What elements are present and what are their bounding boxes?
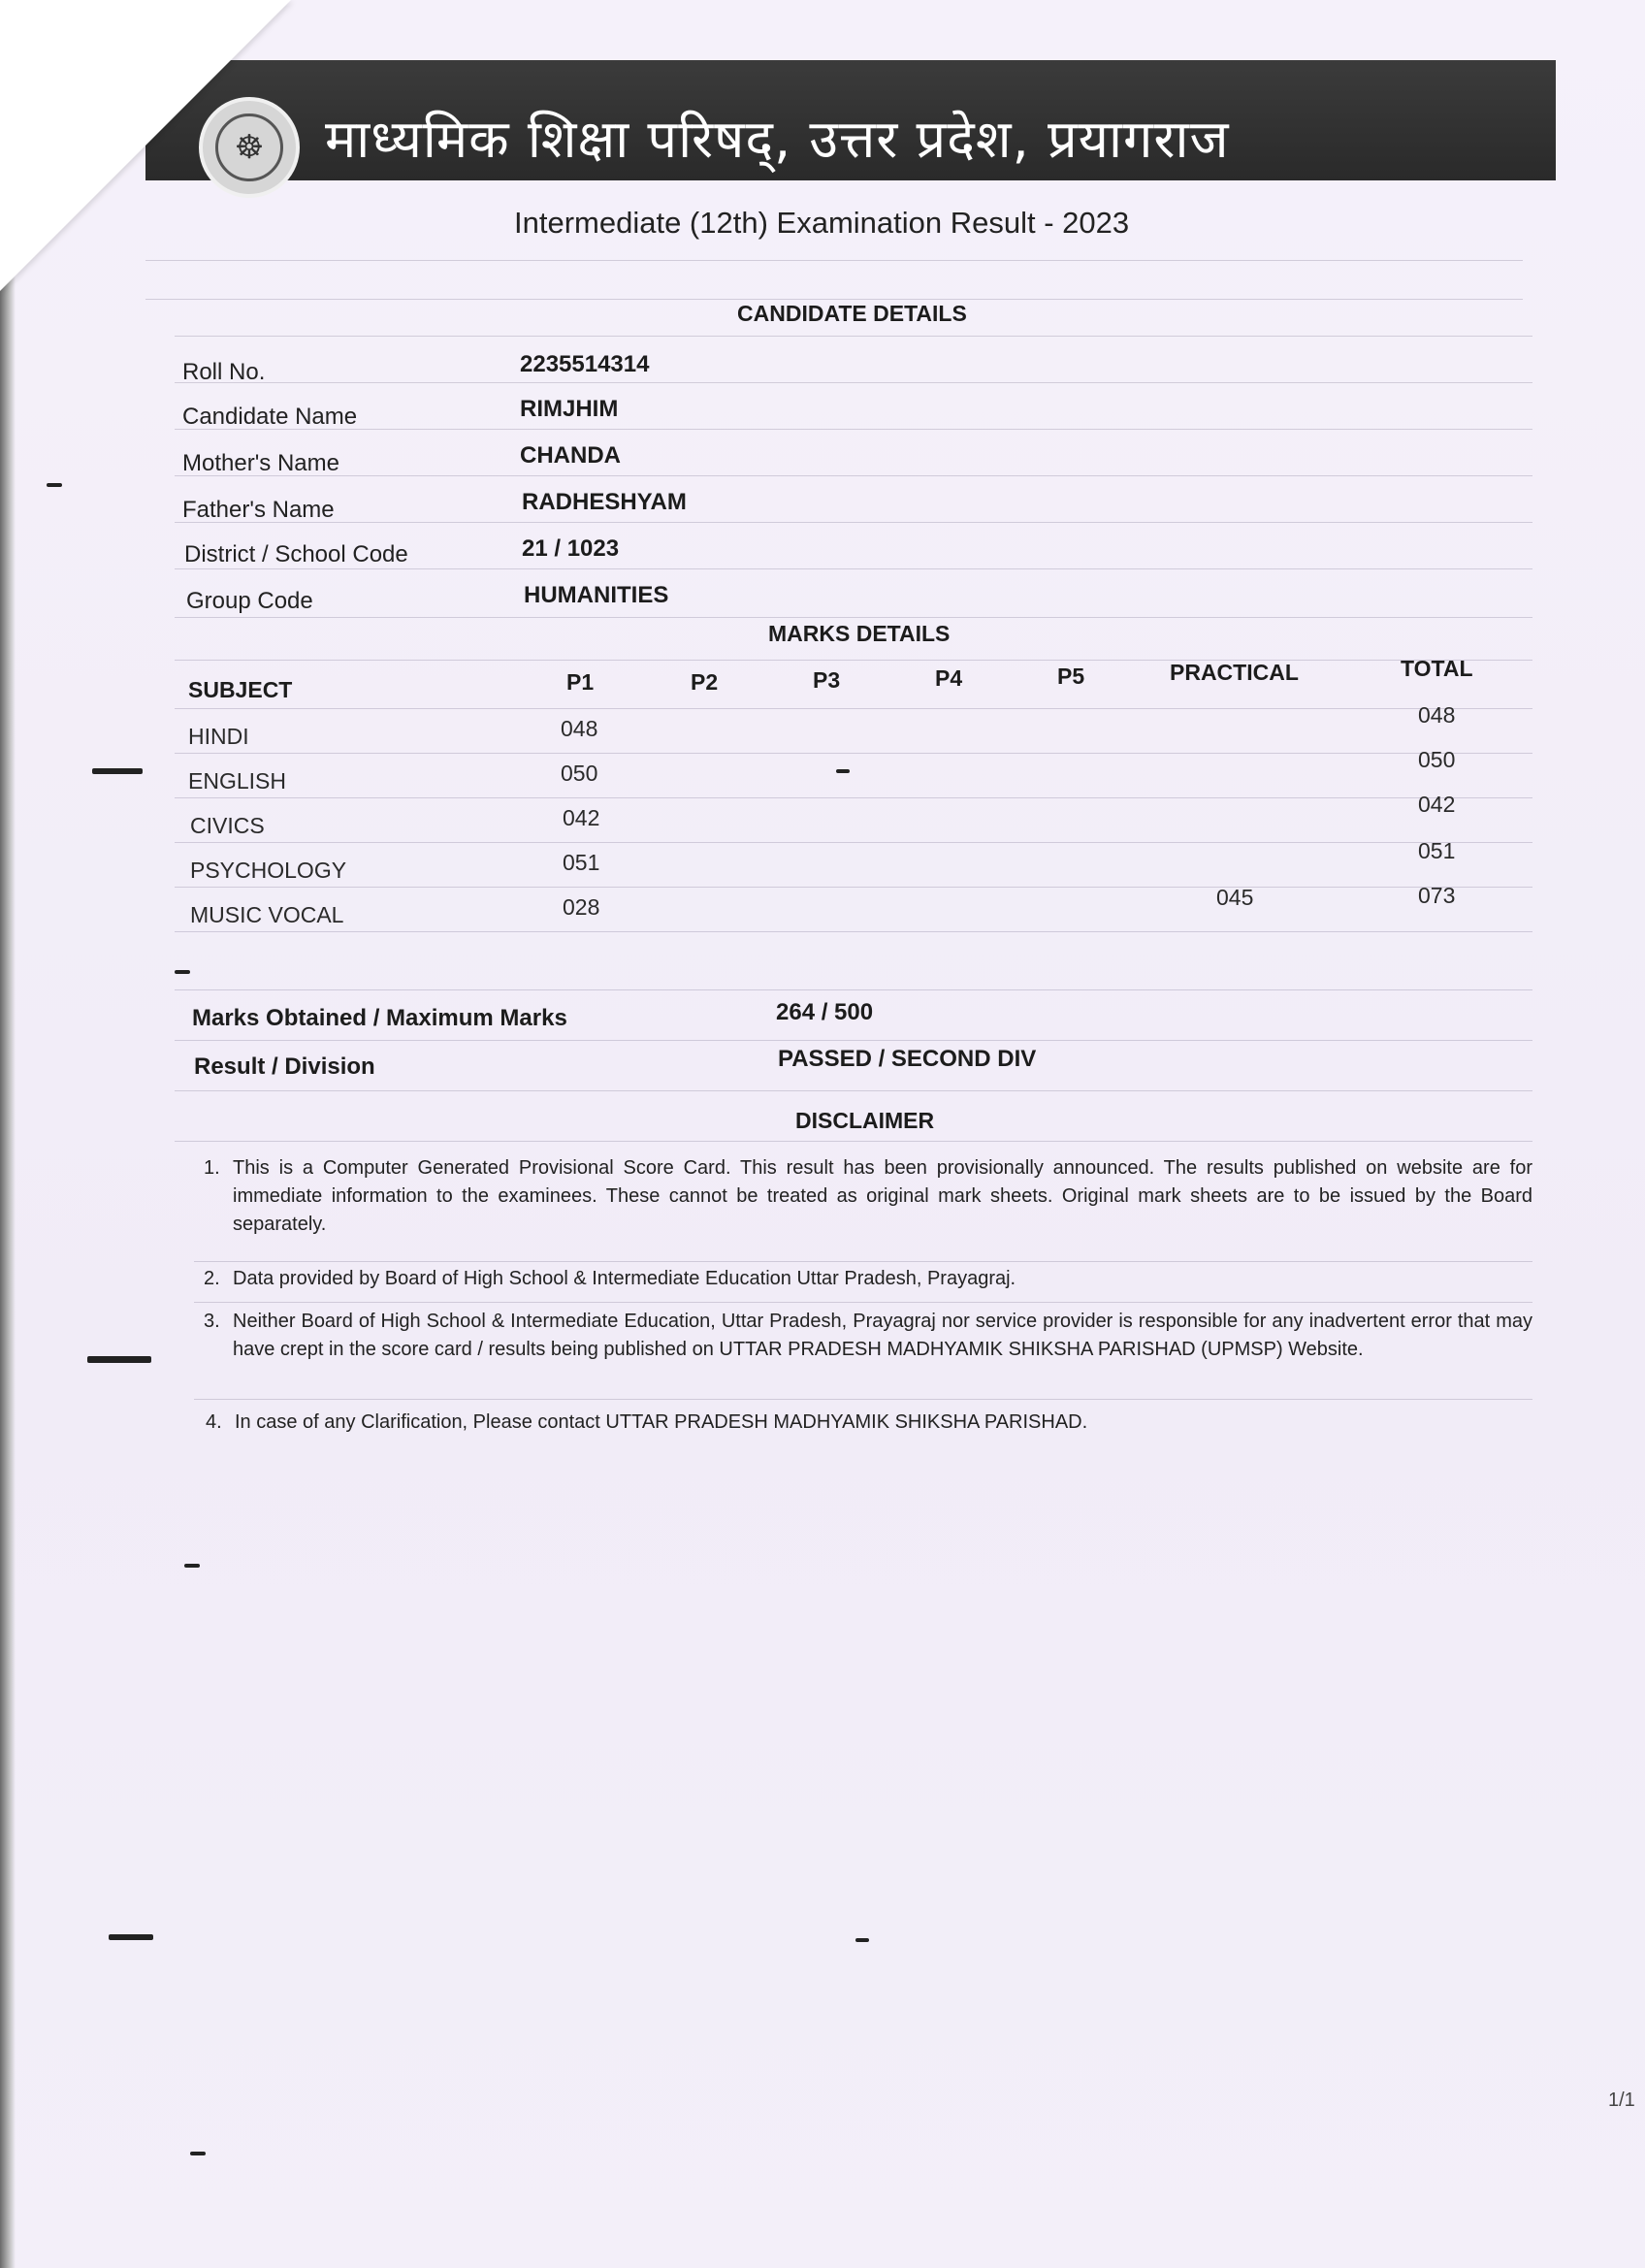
group-code-value: HUMANITIES: [524, 582, 669, 608]
candidate-details-title: CANDIDATE DETAILS: [737, 301, 967, 326]
marks-obtained-label: Marks Obtained / Maximum Marks: [192, 1005, 567, 1031]
table-row-subject: PSYCHOLOGY: [190, 858, 347, 883]
divider: [194, 1302, 1532, 1303]
table-row-subject: CIVICS: [190, 813, 265, 838]
roll-no-value: 2235514314: [520, 351, 650, 377]
divider: [175, 522, 1532, 523]
disclaimer-item-number: 4.: [206, 1411, 222, 1433]
scan-speck: [92, 768, 143, 774]
table-row-p1: 051: [563, 850, 600, 875]
col-header-total: TOTAL: [1401, 656, 1473, 681]
roll-no-label: Roll No.: [182, 359, 266, 385]
table-row-p1: 048: [561, 716, 598, 741]
divider: [194, 1399, 1532, 1400]
disclaimer-item-text: This is a Computer Generated Provisional Score Card. This result has been provisionally announced. The results published on website are for immediate information to the examinees. These cannot be treated as original mark sheets. Original mark sheets are to be issued by the Board separately.: [233, 1157, 1532, 1235]
disclaimer-item: [204, 1308, 1532, 1397]
result-division-label: Result / Division: [194, 1053, 375, 1080]
divider: [175, 382, 1532, 383]
divider: [175, 475, 1532, 476]
divider: [175, 753, 1532, 754]
divider: [175, 1040, 1532, 1041]
candidate-name-value: RIMJHIM: [520, 396, 619, 422]
table-row-total: 073: [1418, 883, 1456, 908]
scan-speck: [109, 1934, 153, 1940]
disclaimer-item-number: 3.: [204, 1311, 220, 1332]
disclaimer-item-text: In case of any Clarification, Please contact UTTAR PRADESH MADHYAMIK SHIKSHA PARISHAD.: [235, 1411, 1088, 1433]
marks-obtained-value: 264 / 500: [776, 999, 874, 1025]
table-row-total: 042: [1418, 792, 1456, 817]
folded-corner: [0, 0, 291, 291]
table-row-total: 048: [1418, 702, 1456, 728]
table-row-subject: HINDI: [188, 724, 249, 749]
divider: [175, 931, 1532, 932]
result-division-value: PASSED / SECOND DIV: [778, 1046, 1037, 1072]
exam-title: Intermediate (12th) Examination Result - 2023: [514, 206, 1130, 240]
mother-name-value: CHANDA: [520, 442, 621, 469]
divider: [145, 260, 1523, 261]
scan-speck: [190, 2152, 206, 2155]
candidate-name-label: Candidate Name: [182, 404, 358, 430]
disclaimer-item: [204, 1265, 1532, 1296]
scan-speck: [184, 1564, 200, 1568]
divider: [175, 429, 1532, 430]
table-row-total: 050: [1418, 747, 1456, 772]
disclaimer-item: [206, 1409, 1534, 1440]
disclaimer-item-text: Neither Board of High School & Intermediate Education, Uttar Pradesh, Prayagraj nor service provider is responsible for any inadvertent error that may have crept in the score card / results being published on UTTAR PRADESH MADHYAMIK SHIKSHA PARISHAD (UPMSP) Website.: [233, 1311, 1532, 1360]
mother-name-label: Mother's Name: [182, 450, 339, 476]
divider: [175, 708, 1532, 709]
father-name-label: Father's Name: [182, 497, 335, 523]
divider: [175, 660, 1532, 661]
scan-speck: [47, 483, 62, 487]
group-code-label: Group Code: [186, 588, 313, 614]
disclaimer-item-text: Data provided by Board of High School & Intermediate Education Uttar Pradesh, Prayagraj.: [233, 1268, 1016, 1289]
scan-speck: [855, 1938, 869, 1942]
disclaimer-item: [204, 1154, 1532, 1244]
scan-speck: [836, 769, 850, 773]
col-header-p2: P2: [691, 669, 719, 695]
divider: [194, 1261, 1532, 1262]
table-row-p1: 050: [561, 761, 598, 786]
scan-edge-shadow: [0, 0, 16, 2268]
district-school-code-value: 21 / 1023: [522, 535, 620, 562]
divider: [175, 617, 1532, 618]
col-header-p3: P3: [813, 667, 841, 693]
table-row-p1: 028: [563, 894, 600, 920]
divider: [175, 887, 1532, 888]
divider: [175, 797, 1532, 798]
col-header-p1: P1: [566, 669, 595, 695]
divider: [175, 336, 1532, 337]
table-row-p1: 042: [563, 805, 600, 830]
marks-details-title: MARKS DETAILS: [768, 621, 951, 646]
scan-speck: [175, 970, 190, 974]
board-title: माध्यमिक शिक्षा परिषद्, उत्तर प्रदेश, प्रयागराज: [325, 109, 1230, 170]
col-header-subject: SUBJECT: [188, 677, 293, 702]
disclaimer-item-number: 1.: [204, 1157, 220, 1179]
table-row-practical: 045: [1216, 885, 1254, 910]
disclaimer-title: DISCLAIMER: [795, 1108, 935, 1133]
divider: [175, 1141, 1532, 1142]
table-row-subject: ENGLISH: [188, 768, 286, 794]
table-row-total: 051: [1418, 838, 1456, 863]
scan-speck: [87, 1356, 151, 1363]
table-row-subject: MUSIC VOCAL: [190, 902, 344, 927]
district-school-code-label: District / School Code: [184, 541, 408, 567]
col-header-practical: PRACTICAL: [1170, 660, 1299, 685]
father-name-value: RADHESHYAM: [522, 489, 687, 515]
divider: [175, 989, 1532, 990]
page-number: 1/1: [1608, 2090, 1635, 2111]
seal-emblem-icon: ☸: [215, 113, 283, 181]
divider: [145, 299, 1523, 300]
divider: [175, 842, 1532, 843]
divider: [175, 568, 1532, 569]
divider: [175, 1090, 1532, 1091]
col-header-p5: P5: [1057, 664, 1085, 689]
col-header-p4: P4: [935, 665, 963, 691]
disclaimer-item-number: 2.: [204, 1268, 220, 1289]
